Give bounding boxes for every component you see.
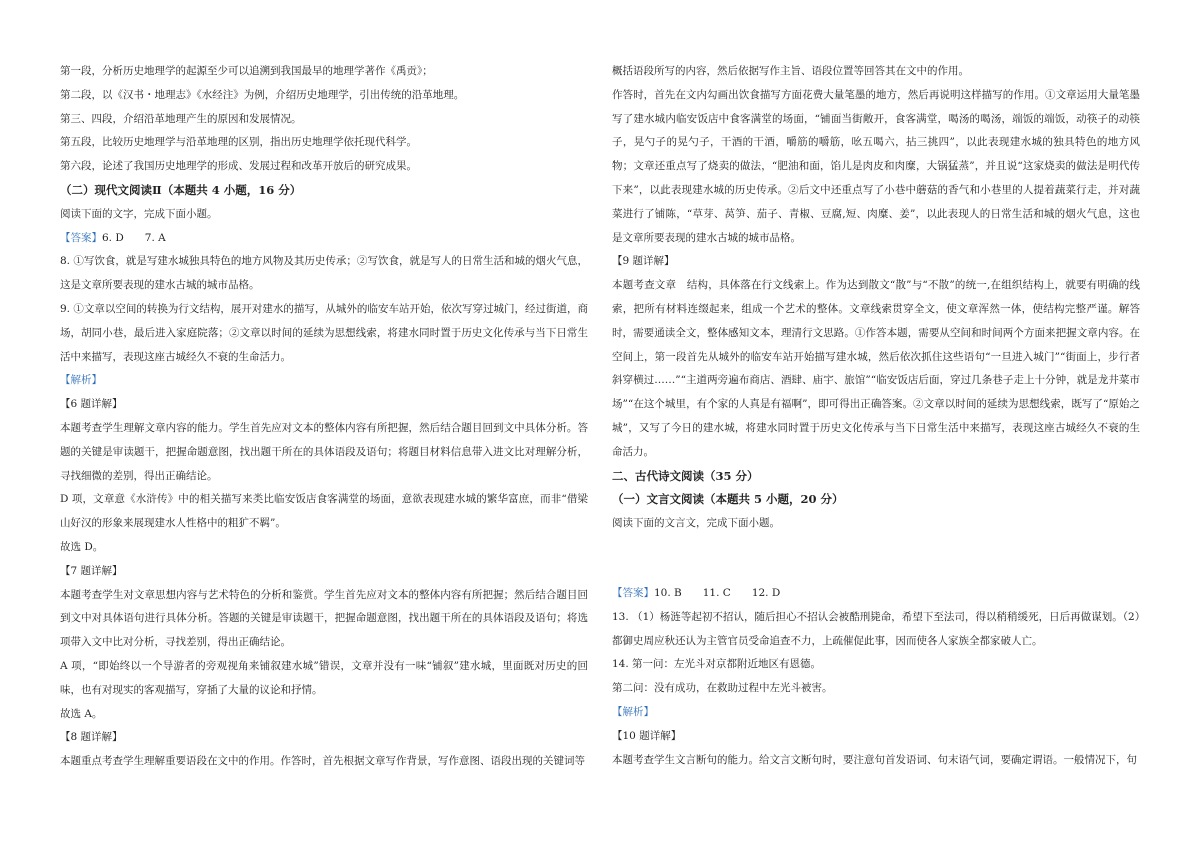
answer-values-classical: 10. B 11. C 12. D <box>654 586 781 599</box>
answer-13: 13. （1）杨涟等起初不招认，随后担心不招认会被酷刑毙命，希望下至法司，得以稍稍缓死，日后再做谋划。（2）都御史周应秋还认为主管官员受命追查不力，上疏催促此事，因而使各人家族全都家破人亡。 <box>612 610 1140 647</box>
detail-8-title: 【8 题详解】 <box>60 731 123 744</box>
section-title-classical-prose: （一）文言文阅读（本题共 5 小题，20 分） <box>612 492 844 507</box>
paragraph-summary-3: 第三、四段，介绍沿革地理产生的原因和发展情况。 <box>60 112 302 125</box>
analysis-tag-classical: 【解析】 <box>612 705 654 718</box>
detail-6-body: 本题考查学生理解文章内容的能力。学生首先应对文本的整体内容有所把握，然后结合题目回到文中具体分析。答题的关键是审读题干，把握命题意图，找出题干所在的具体语段及语句；将题目材料信息带入进文比对理解分析，寻找细微的差别，得出正确结论。 <box>60 421 588 482</box>
answer-tag: 【答案】 <box>60 231 102 244</box>
reading-instruction-classical: 阅读下面的文言文，完成下面小题。 <box>612 517 780 530</box>
paragraph-8-analysis: 作答时，首先在文内勾画出饮食描写方面花费大量笔墨的地方，然后再说明这样描写的作用。①文章运用大量笔墨写了建水城内临安饭店中食客满堂的场面，“铺面当街敞开，食客满堂，喝汤的喝汤，端饭的端饭，动筷子的动筷子，晃勺子的晃勺子，干酒的干酒，嚼筋的嚼筋，吆五喝六，拈三挑四”，以此表现建水城的独具特色的地方风物；文章还重点写了烧卖的做法，“肥油和面，馅儿是肉皮和肉糜，大锅猛蒸”，并且说“这家烧卖的做法是明代传下来”，以此表现建水城的历史传承。②后文中还重点写了小巷中蘑菇的香气和小巷里的人提着蔬菜行走，并对蔬菜进行了铺陈，“草芽、莴笋、茄子、青椒、豆腐,短、肉糜、姜”，以此表现人的日常生活和城的烟火气息，这也是文章所要表现的建水古城的城市品格。 <box>612 88 1140 244</box>
answer-tag-classical: 【答案】 <box>612 586 654 599</box>
answer-14-part-1: 14. 第一问：左光斗对京都附近地区有恩德。 <box>612 658 822 671</box>
answer-8: 8. ①写饮食，就是写建水城独具特色的地方风物及其历史传承；②写饮食，就是写人的日常生活和城的烟火气息，这是文章所要表现的建水古城的城市品格。 <box>60 255 588 292</box>
paragraph-summary-1: 第一段，分析历史地理学的起源至少可以追溯到我国最早的地理学著作《禹贡》； <box>60 65 433 77</box>
blank-space <box>612 536 1140 582</box>
left-column <box>60 60 588 774</box>
detail-7-option-a: A 项，“即始终以一个导游者的旁观视角来铺叙建水城”错误，文章并没有一味“铺叙”建水城，里面既对历史的回味，也有对现实的客观描写，穿插了大量的议论和抒情。 <box>60 659 588 696</box>
analysis-tag: 【解析】 <box>60 374 102 387</box>
detail-6-title: 【6 题详解】 <box>60 398 123 411</box>
right-column <box>612 60 1140 772</box>
paragraph-8-continued: 概括语段所写的内容，然后依据写作主旨、语段位置等回答其在文中的作用。 <box>612 65 969 77</box>
detail-7-choice: 故选 A。 <box>60 707 103 720</box>
paragraph-summary-2: 第二段，以《汉书・地理志》《水经注》为例，介绍历史地理学，引出传统的沿革地理。 <box>60 88 465 101</box>
detail-6-option-d: D 项，文章意《水浒传》中的相关描写来类比临安饭店食客满堂的场面，意欲表现建水城的繁华富庶，而非“借梁山好汉的形象来展现建水人性格中的粗犷不羁”。 <box>60 493 588 530</box>
answer-values: 6. D 7. A <box>102 231 166 244</box>
paragraph-summary-4: 第五段，比较历史地理学与沿革地理的区别，指出历史地理学依托现代科学。 <box>60 136 417 149</box>
answer-9: 9. ①文章以空间的转换为行文结构，展开对建水的描写，从城外的临安车站开始，依次写穿过城门，经过街道，商场，胡同小巷，最后进入家庭院落；②文章以时间的延续为思想线索，将建水同时置于历史文化传承与当下日常生活中来描写，表现这座古城经久不衰的生命活力。 <box>60 302 588 363</box>
answer-line <box>60 227 588 251</box>
detail-9-body: 本题考查文章 结构，具体落在行文线索上。作为达到散文“散”与“不散”的统一,在组织结构上，就要有明确的线索，把所有材料连缀起来，组成一个艺术的整体。文章线索贯穿全文，使文章浑然一体，使结构完整严谨。解答时，需要通读全文，整体感知文本，理清行文思路。①作答本题，需要从空间和时间两个方面来把握文章内容。在空间上，第一段首先从城外的临安车站开始描写建水城，然后依次抓住这些语句“一旦进入城门”“街面上，步行者斜穿横过……”“主道两旁遍布商店、酒肆、庙宇、旅馆”“临安饭店后面，穿过几条巷子走上十分钟，就是龙井菜市场”“在这个城里，有个家的人真是有福啊”，即可得出正确答案。②文章以时间的延续为思想线索，既写了“原始之城”，又写了今日的建水城，将建水同时置于历史文化传承与当下日常生活中来描写，表现这座古城经久不衰的生命活力。 <box>612 279 1140 458</box>
answer-line-classical <box>612 582 1140 606</box>
reading-instruction: 阅读下面的文字，完成下面小题。 <box>60 207 218 220</box>
detail-7-body: 本题考查学生对文章思想内容与艺术特色的分析和鉴赏。学生首先应对文本的整体内容有所把握；然后结合题目回到文中对具体语句进行具体分析。答题的关键是审读题干，把握命题意图，找出题干所在的具体语段及语句；将选项带入文中比对分析，寻找差别，得出正确结论。 <box>60 588 588 649</box>
paragraph-summary-5: 第六段，论述了我国历史地理学的形成、发展过程和改革开放后的研究成果。 <box>60 160 417 173</box>
detail-8-body: 本题重点考查学生理解重要语段在文中的作用。作答时，首先根据文章写作背景，写作意图、语段出现的关键词等 <box>60 755 585 768</box>
detail-10-title: 【10 题详解】 <box>612 729 682 742</box>
detail-9-title: 【9 题详解】 <box>612 255 675 268</box>
part-2-title: 二、古代诗文阅读（35 分） <box>612 468 759 483</box>
detail-6-choice: 故选 D。 <box>60 540 104 553</box>
detail-7-title: 【7 题详解】 <box>60 564 123 577</box>
detail-10-body: 本题考查学生文言断句的能力。给文言文断句时，要注意句首发语词、句末语气词，要确定谓语。一般情况下，句 <box>612 753 1137 766</box>
answer-14-part-2: 第二问：没有成功，在救助过程中左光斗被害。 <box>612 682 833 695</box>
section-title-modern-reading-2: （二）现代文阅读Ⅱ（本题共 4 小题，16 分） <box>60 182 302 197</box>
